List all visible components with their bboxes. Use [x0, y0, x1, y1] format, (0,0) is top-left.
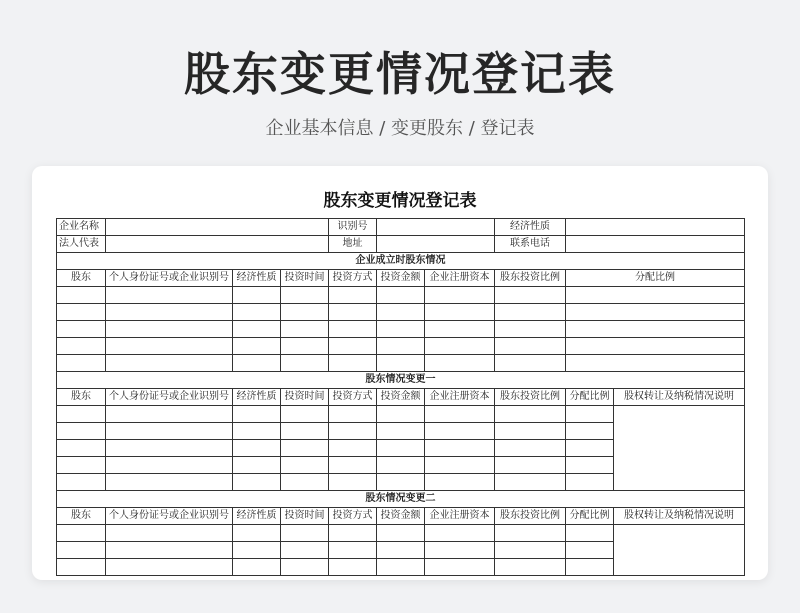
col-dist-ratio: 分配比例 [566, 389, 614, 406]
econ-nature-field[interactable] [566, 219, 745, 236]
page-subtitle: 企业基本信息 / 变更股东 / 登记表 [265, 118, 535, 139]
col-invest-time: 投资时间 [281, 508, 329, 525]
phone-field[interactable] [566, 236, 745, 253]
col-econ-nature: 经济性质 [233, 270, 281, 287]
table-row [57, 406, 745, 423]
transfer-note-field[interactable] [614, 525, 745, 576]
phone-label: 联系电话 [495, 236, 566, 253]
col-invest-ratio: 股东投资比例 [495, 270, 566, 287]
col-invest-method: 投资方式 [329, 508, 377, 525]
col-dist-ratio: 分配比例 [566, 270, 745, 287]
col-reg-capital: 企业注册资本 [425, 508, 495, 525]
col-invest-ratio: 股东投资比例 [495, 508, 566, 525]
transfer-note-field[interactable] [614, 406, 745, 491]
col-transfer-note: 股权转让及纳税情况说明 [614, 508, 745, 525]
change2-header-row [57, 508, 745, 525]
table-row [57, 525, 745, 542]
info-row-1 [57, 219, 745, 236]
col-invest-time: 投资时间 [281, 389, 329, 406]
id-label: 识别号 [329, 219, 377, 236]
col-invest-amount: 投资金额 [377, 270, 425, 287]
id-field[interactable] [377, 219, 495, 236]
col-invest-amount: 投资金额 [377, 389, 425, 406]
col-invest-amount: 投资金额 [377, 508, 425, 525]
page-title: 股东变更情况登记表 [184, 47, 616, 101]
col-dist-ratio: 分配比例 [566, 508, 614, 525]
table-row [57, 355, 745, 372]
col-econ-nature: 经济性质 [233, 508, 281, 525]
col-invest-time: 投资时间 [281, 270, 329, 287]
col-reg-capital: 企业注册资本 [425, 389, 495, 406]
change1-header-row [57, 389, 745, 406]
section-change1-title: 股东情况变更一 [57, 372, 745, 389]
col-econ-nature: 经济性质 [233, 389, 281, 406]
col-invest-method: 投资方式 [329, 389, 377, 406]
info-row-2 [57, 236, 745, 253]
legal-rep-field[interactable] [106, 236, 329, 253]
section-founding-title: 企业成立时股东情况 [57, 253, 745, 270]
company-name-label: 企业名称 [57, 219, 106, 236]
col-transfer-note: 股权转让及纳税情况说明 [614, 389, 745, 406]
address-label: 地址 [329, 236, 377, 253]
company-name-field[interactable] [106, 219, 329, 236]
col-id-number: 个人身份证号或企业识别号 [106, 508, 233, 525]
col-reg-capital: 企业注册资本 [425, 270, 495, 287]
form-card [32, 166, 768, 580]
col-invest-method: 投资方式 [329, 270, 377, 287]
econ-nature-label: 经济性质 [495, 219, 566, 236]
legal-rep-label: 法人代表 [57, 236, 106, 253]
col-shareholder: 股东 [57, 508, 106, 525]
table-row [57, 321, 745, 338]
founding-header-row [57, 270, 745, 287]
registration-table [56, 218, 745, 576]
col-id-number: 个人身份证号或企业识别号 [106, 270, 233, 287]
col-shareholder: 股东 [57, 389, 106, 406]
col-shareholder: 股东 [57, 270, 106, 287]
table-row [57, 304, 745, 321]
sheet-title: 股东变更情况登记表 [323, 191, 477, 211]
table-row [57, 338, 745, 355]
address-field[interactable] [377, 236, 495, 253]
table-row [57, 287, 745, 304]
col-invest-ratio: 股东投资比例 [495, 389, 566, 406]
col-id-number: 个人身份证号或企业识别号 [106, 389, 233, 406]
section-change2-title: 股东情况变更二 [57, 491, 745, 508]
